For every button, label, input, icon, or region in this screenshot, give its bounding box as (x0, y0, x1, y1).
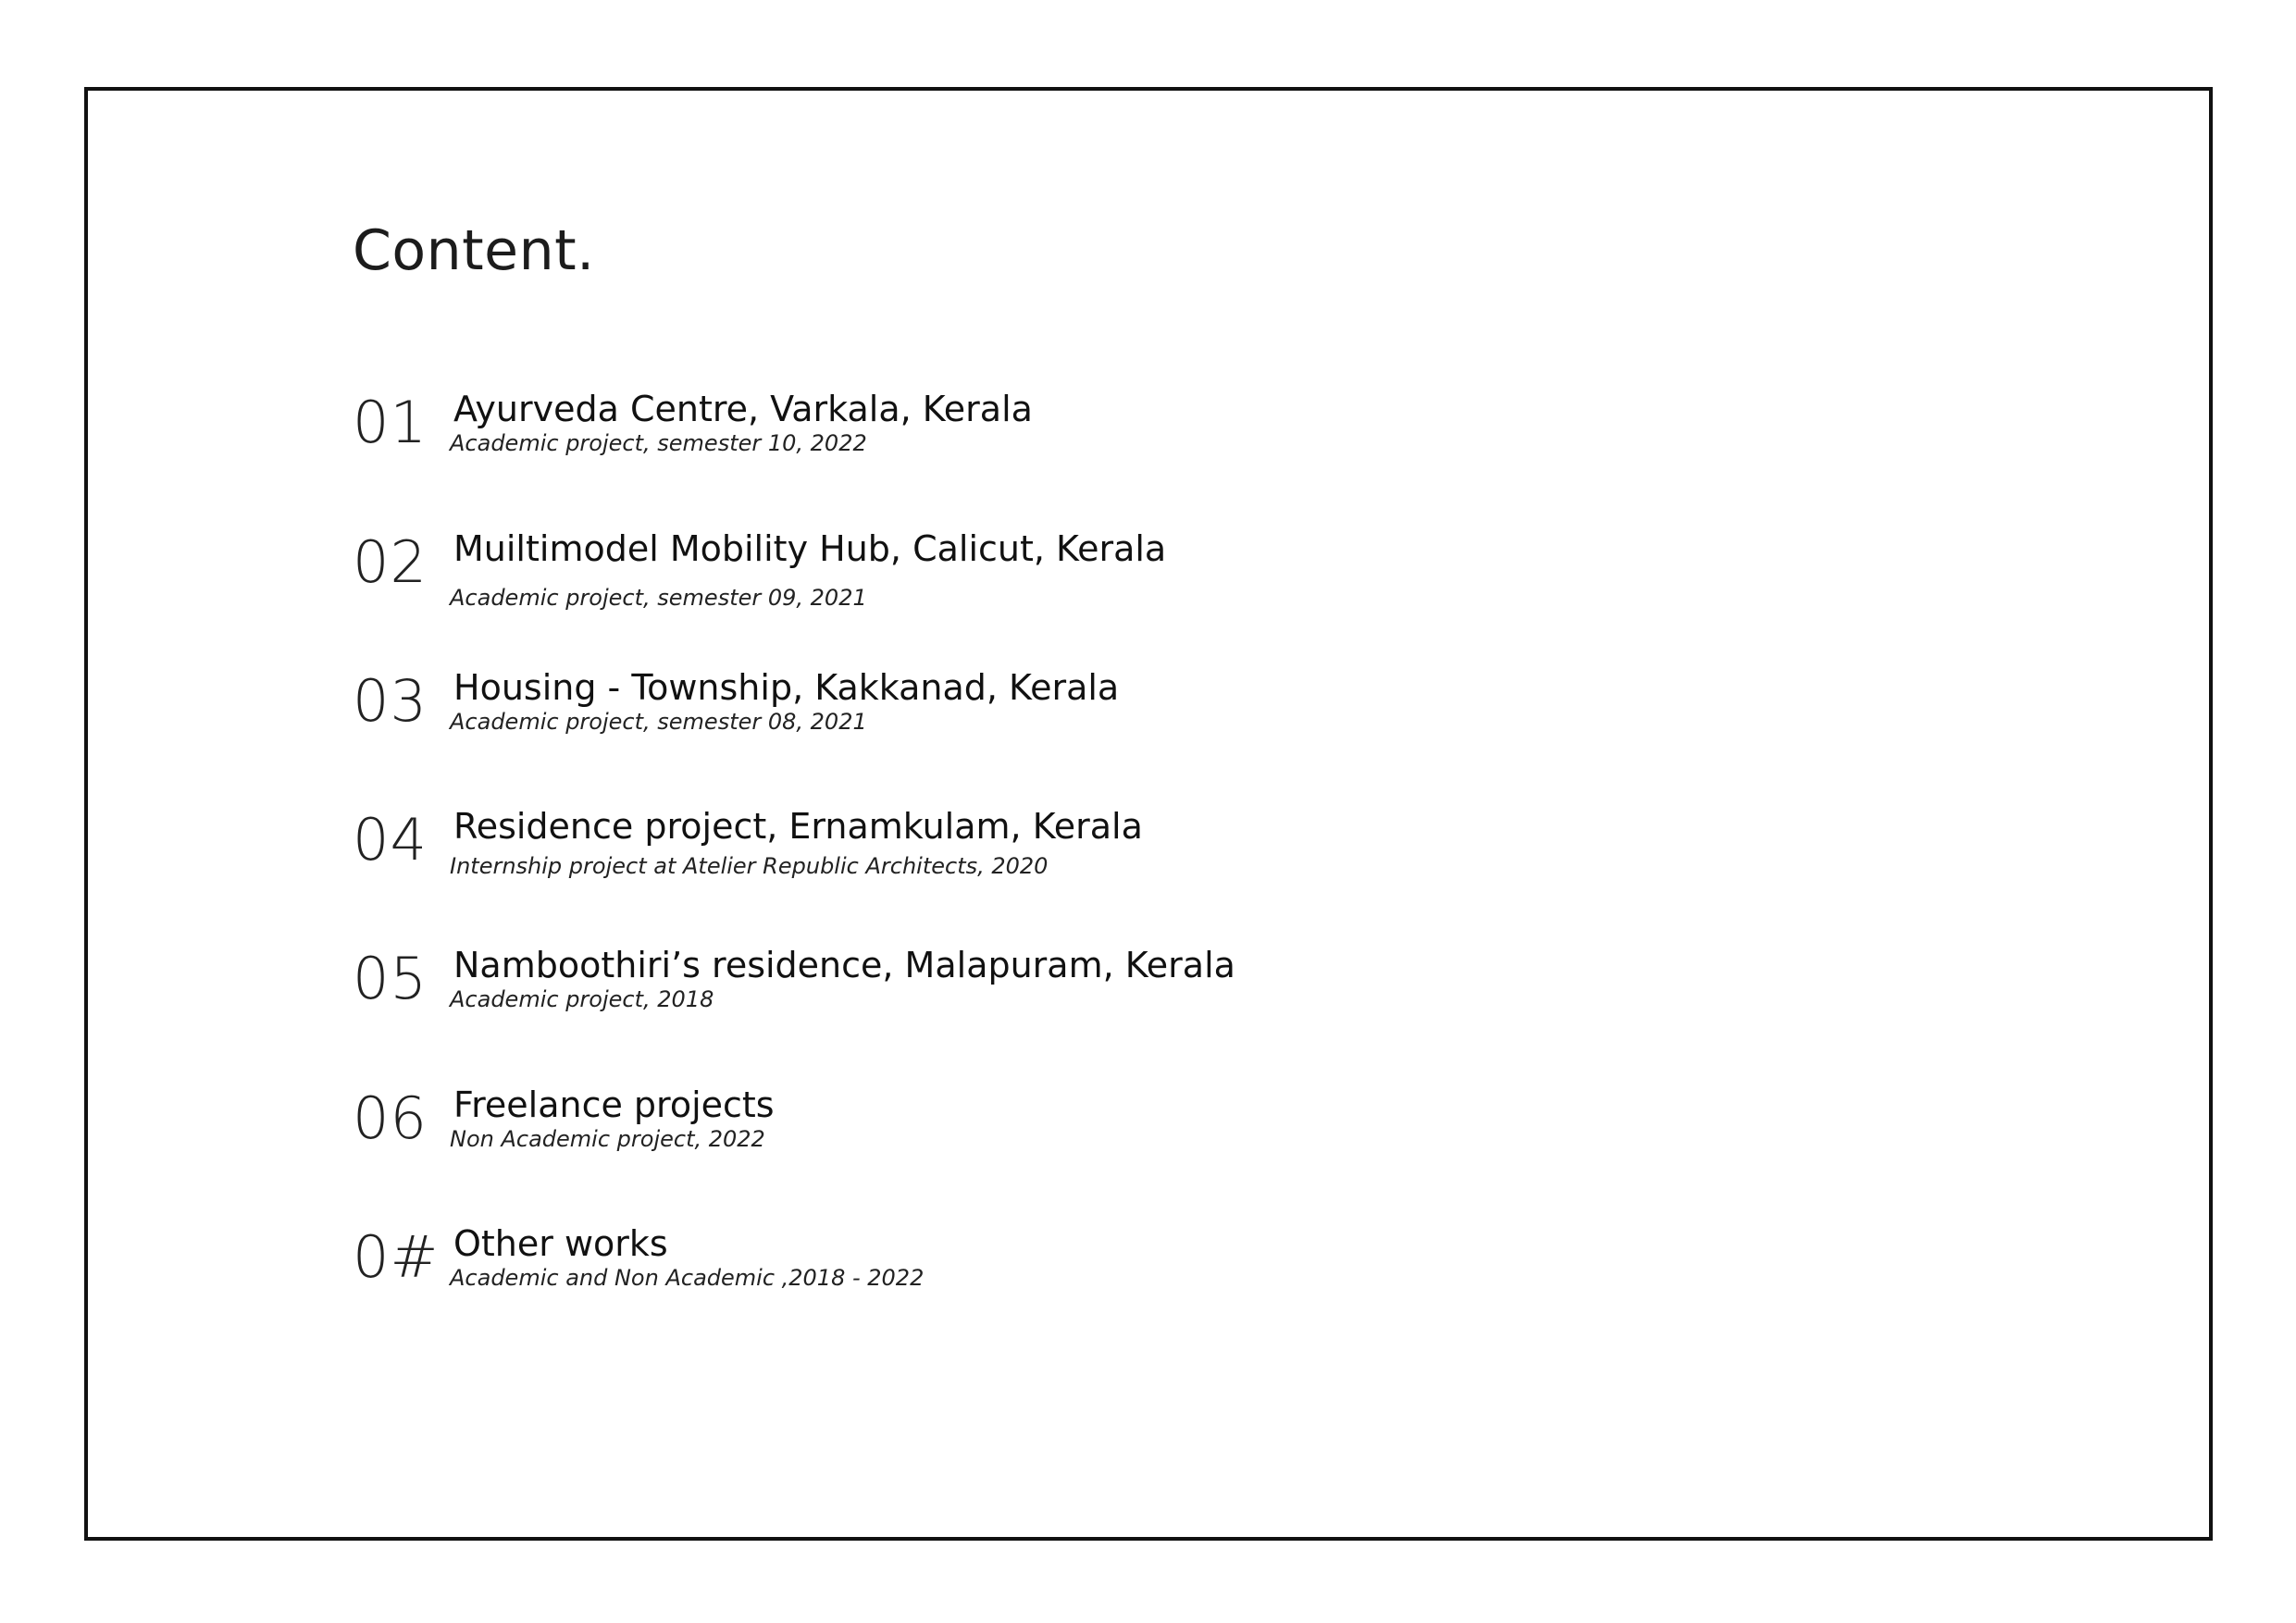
entry-number: 01 (353, 389, 428, 456)
entry-title: Muiltimodel Mobility Hub, Calicut, Kerala (453, 528, 1167, 569)
entry-subtitle: Academic project, 2018 (450, 986, 714, 1012)
entry-number: 04 (353, 806, 428, 873)
entry-title: Freelance projects (453, 1084, 775, 1125)
entry-subtitle: Non Academic project, 2022 (450, 1126, 765, 1152)
entry-subtitle: Academic project, semester 10, 2022 (450, 430, 867, 456)
entry-subtitle: Academic project, semester 08, 2021 (450, 709, 867, 735)
entry-number: 02 (353, 528, 428, 596)
entry-subtitle: Academic project, semester 09, 2021 (450, 585, 867, 611)
entry-subtitle: Internship project at Atelier Republic Architects, 2020 (450, 853, 1049, 879)
page-title: Content. (353, 218, 595, 283)
entry-number: 06 (353, 1084, 428, 1152)
entry-title: Ayurveda Centre, Varkala, Kerala (453, 389, 1033, 429)
entry-title: Housing - Township, Kakkanad, Kerala (453, 667, 1120, 708)
entry-number: 05 (353, 945, 428, 1012)
entry-subtitle: Academic and Non Academic ,2018 - 2022 (450, 1265, 925, 1291)
entry-number: 0# (353, 1223, 440, 1291)
entry-title: Residence project, Ernamkulam, Kerala (453, 806, 1143, 847)
entry-title: Namboothiri’s residence, Malapuram, Kerala (453, 945, 1235, 985)
entry-number: 03 (353, 667, 428, 735)
entry-title: Other works (453, 1223, 668, 1264)
